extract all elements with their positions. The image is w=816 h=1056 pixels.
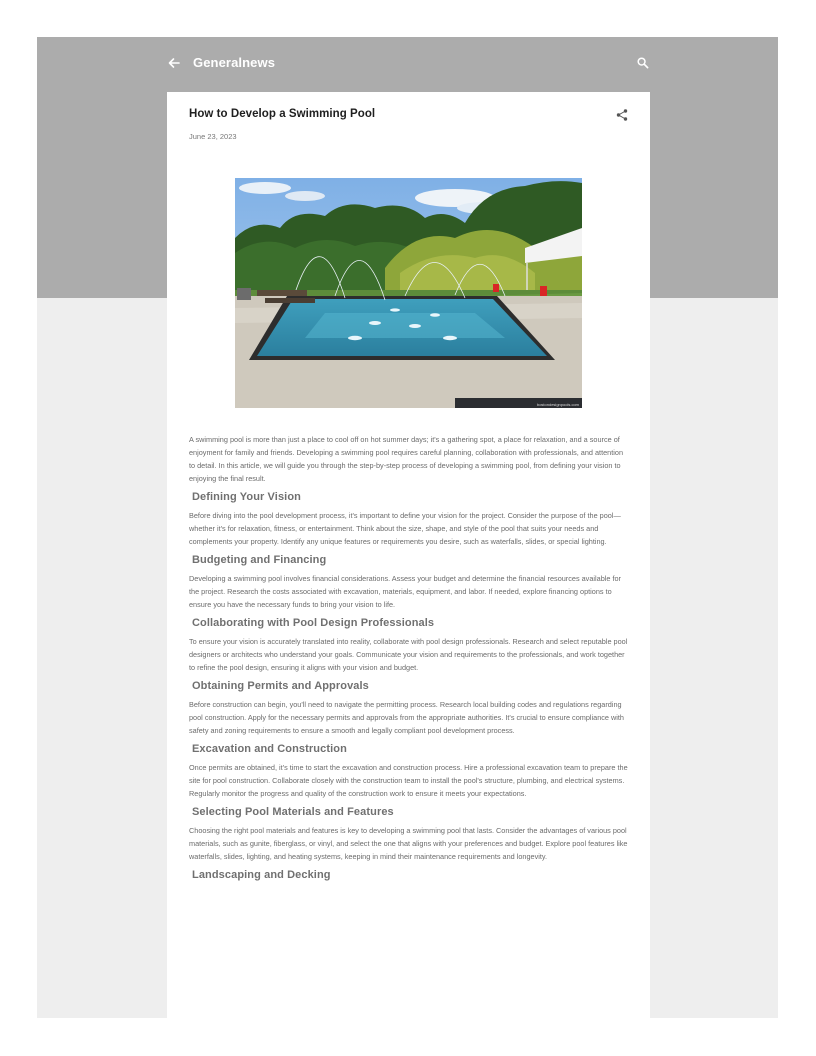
section-heading: Excavation and Construction (192, 743, 347, 755)
image-credit: bostondesignpools.com (536, 402, 579, 407)
arrow-left-icon (165, 54, 183, 72)
section-heading: Selecting Pool Materials and Features (192, 806, 394, 818)
intro-paragraph: A swimming pool is more than just a place to cool off on hot summer days; it's a gathering spot, a place for relaxation, and a source of enjoyment for family and friends. Developing a swimming pool requires careful planning, collaboration with professionals, and attention to detail. In this article, we will guide you through the step-by-step process of developing a swimming pool, from defining your vision to enjoying the final result. (189, 435, 623, 483)
section-paragraph: Before construction can begin, you'll need to navigate the permitting process. Research local building codes and regulations regarding pool construction. Apply for the necessary permits and approvals from the appropriate authorities. It's crucial to ensure compliance with safety and zoning requirements to ensure a smooth and legally compliant pool development process. (189, 700, 624, 735)
share-icon (615, 108, 629, 122)
post-date: June 23, 2023 (189, 132, 237, 141)
search-button[interactable] (636, 56, 650, 70)
search-icon (636, 56, 650, 70)
post-hero-image[interactable] (235, 178, 582, 408)
top-bar (37, 37, 778, 91)
section-heading: Budgeting and Financing (192, 554, 327, 566)
section-paragraph: Once permits are obtained, it's time to start the excavation and construction process. Hire a professional excavation team to prepare the site for pool construction. Collaborate closely with the construction team to install the pool's structure, plumbing, and electrical systems. Regularly monitor the progress and quality of the construction work to ensure it meets your expectations. (189, 763, 628, 798)
post-title: How to Develop a Swimming Pool (189, 108, 376, 120)
section-paragraph: Before diving into the pool development process, it's important to define your vision for the project. Consider the purpose of the pool—whether it's for relaxation, fitness, or entertainment. Think about the size, shape, and style of the pool that suits your needs and complements your property. Identify any unique features or requirements you desire, such as waterfalls, slides, or special lighting. (189, 511, 621, 546)
section-heading: Obtaining Permits and Approvals (192, 680, 369, 692)
section-paragraph: Developing a swimming pool involves financial considerations. Assess your budget and determine the financial resources available for the project. Research the costs associated with excavation, materials, equipment, and labor. If needed, explore financing options to ensure you have the necessary funds to bring your vision to life. (189, 574, 621, 609)
section-heading: Defining Your Vision (192, 491, 301, 503)
section-paragraph: Choosing the right pool materials and features is key to developing a swimming pool that lasts. Consider the advantages of various pool materials, such as gunite, fiberglass, or vinyl, and select the one that aligns with your preferences and budget. Explore pool features like waterfalls, slides, lighting, and heating systems, keeping in mind their maintenance requirements and longevity. (189, 826, 628, 861)
share-button[interactable] (615, 108, 629, 122)
section-paragraph: To ensure your vision is accurately translated into reality, collaborate with pool design professionals. Research and select reputable pool designers or architects who understand your goals. Communicate your vision and requirements to the professionals, and work together to refine the pool design, ensuring it aligns with your vision and budget. (189, 637, 628, 672)
pool-photo (235, 178, 582, 408)
section-heading: Landscaping and Decking (192, 869, 331, 881)
section-heading: Collaborating with Pool Design Professionals (192, 617, 435, 629)
back-button[interactable] (165, 54, 183, 72)
blog-title-link[interactable]: Generalnews (193, 55, 276, 70)
article-body (189, 433, 629, 881)
